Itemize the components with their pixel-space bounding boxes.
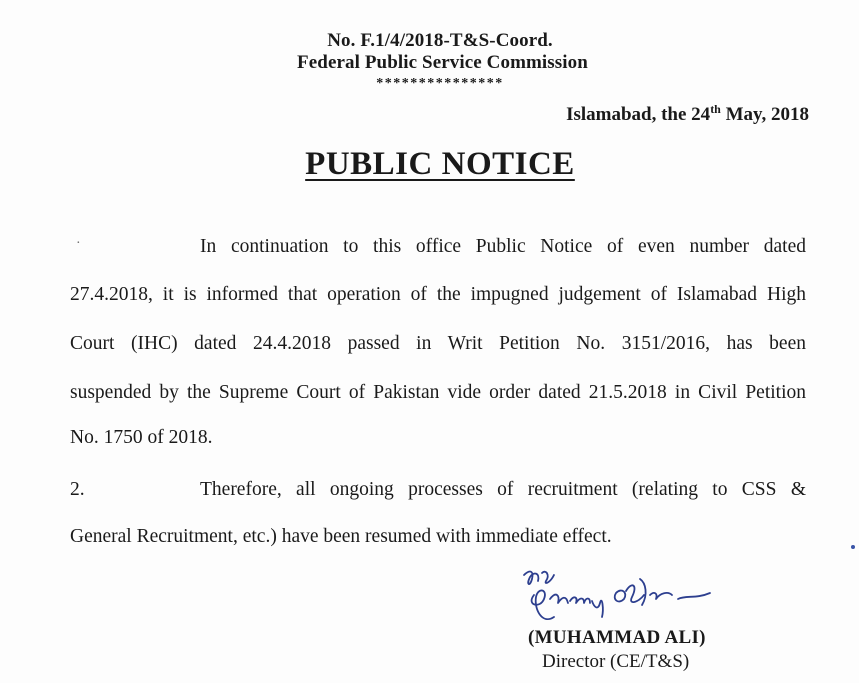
paragraph2-line: Therefore, all ongoing processes of recruitment (relating to CSS &: [200, 479, 806, 500]
paragraph1-line: In continuation to this office Public Notice of even number dated: [200, 236, 806, 257]
paragraph1-line: No. 1750 of 2018.: [70, 427, 213, 448]
header-separator: ***************: [376, 76, 504, 91]
signature-image: [520, 565, 740, 635]
signatory-name: (MUHAMMAD ALI): [528, 627, 706, 648]
date-suffix: May, 2018: [720, 104, 809, 125]
date-ordinal: th: [710, 102, 721, 116]
title-text: PUBLIC NOTICE: [305, 146, 575, 182]
organization-name: Federal Public Service Commission: [297, 52, 588, 73]
notice-title: [0, 146, 859, 183]
scan-mark: [851, 545, 855, 549]
paragraph1-line: Court (IHC) dated 24.4.2018 passed in Writ Petition No. 3151/2016, has been: [70, 333, 806, 354]
date-line: [566, 102, 809, 126]
paragraph1-line: suspended by the Supreme Court of Pakistan vide order dated 21.5.2018 in Civil Petition: [70, 382, 806, 403]
paragraph1-line: 27.4.2018, it is informed that operation of the impugned judgement of Islamabad High: [70, 284, 806, 305]
file-number: No. F.1/4/2018-T&S-Coord.: [327, 30, 553, 51]
paragraph2-line: General Recruitment, etc.) have been resumed with immediate effect.: [70, 526, 612, 547]
margin-dot: ·: [76, 236, 81, 251]
signatory-designation: Director (CE/T&S): [542, 651, 690, 672]
date-prefix: Islamabad, the 24: [566, 104, 711, 125]
paragraph2-number: 2.: [70, 479, 85, 500]
